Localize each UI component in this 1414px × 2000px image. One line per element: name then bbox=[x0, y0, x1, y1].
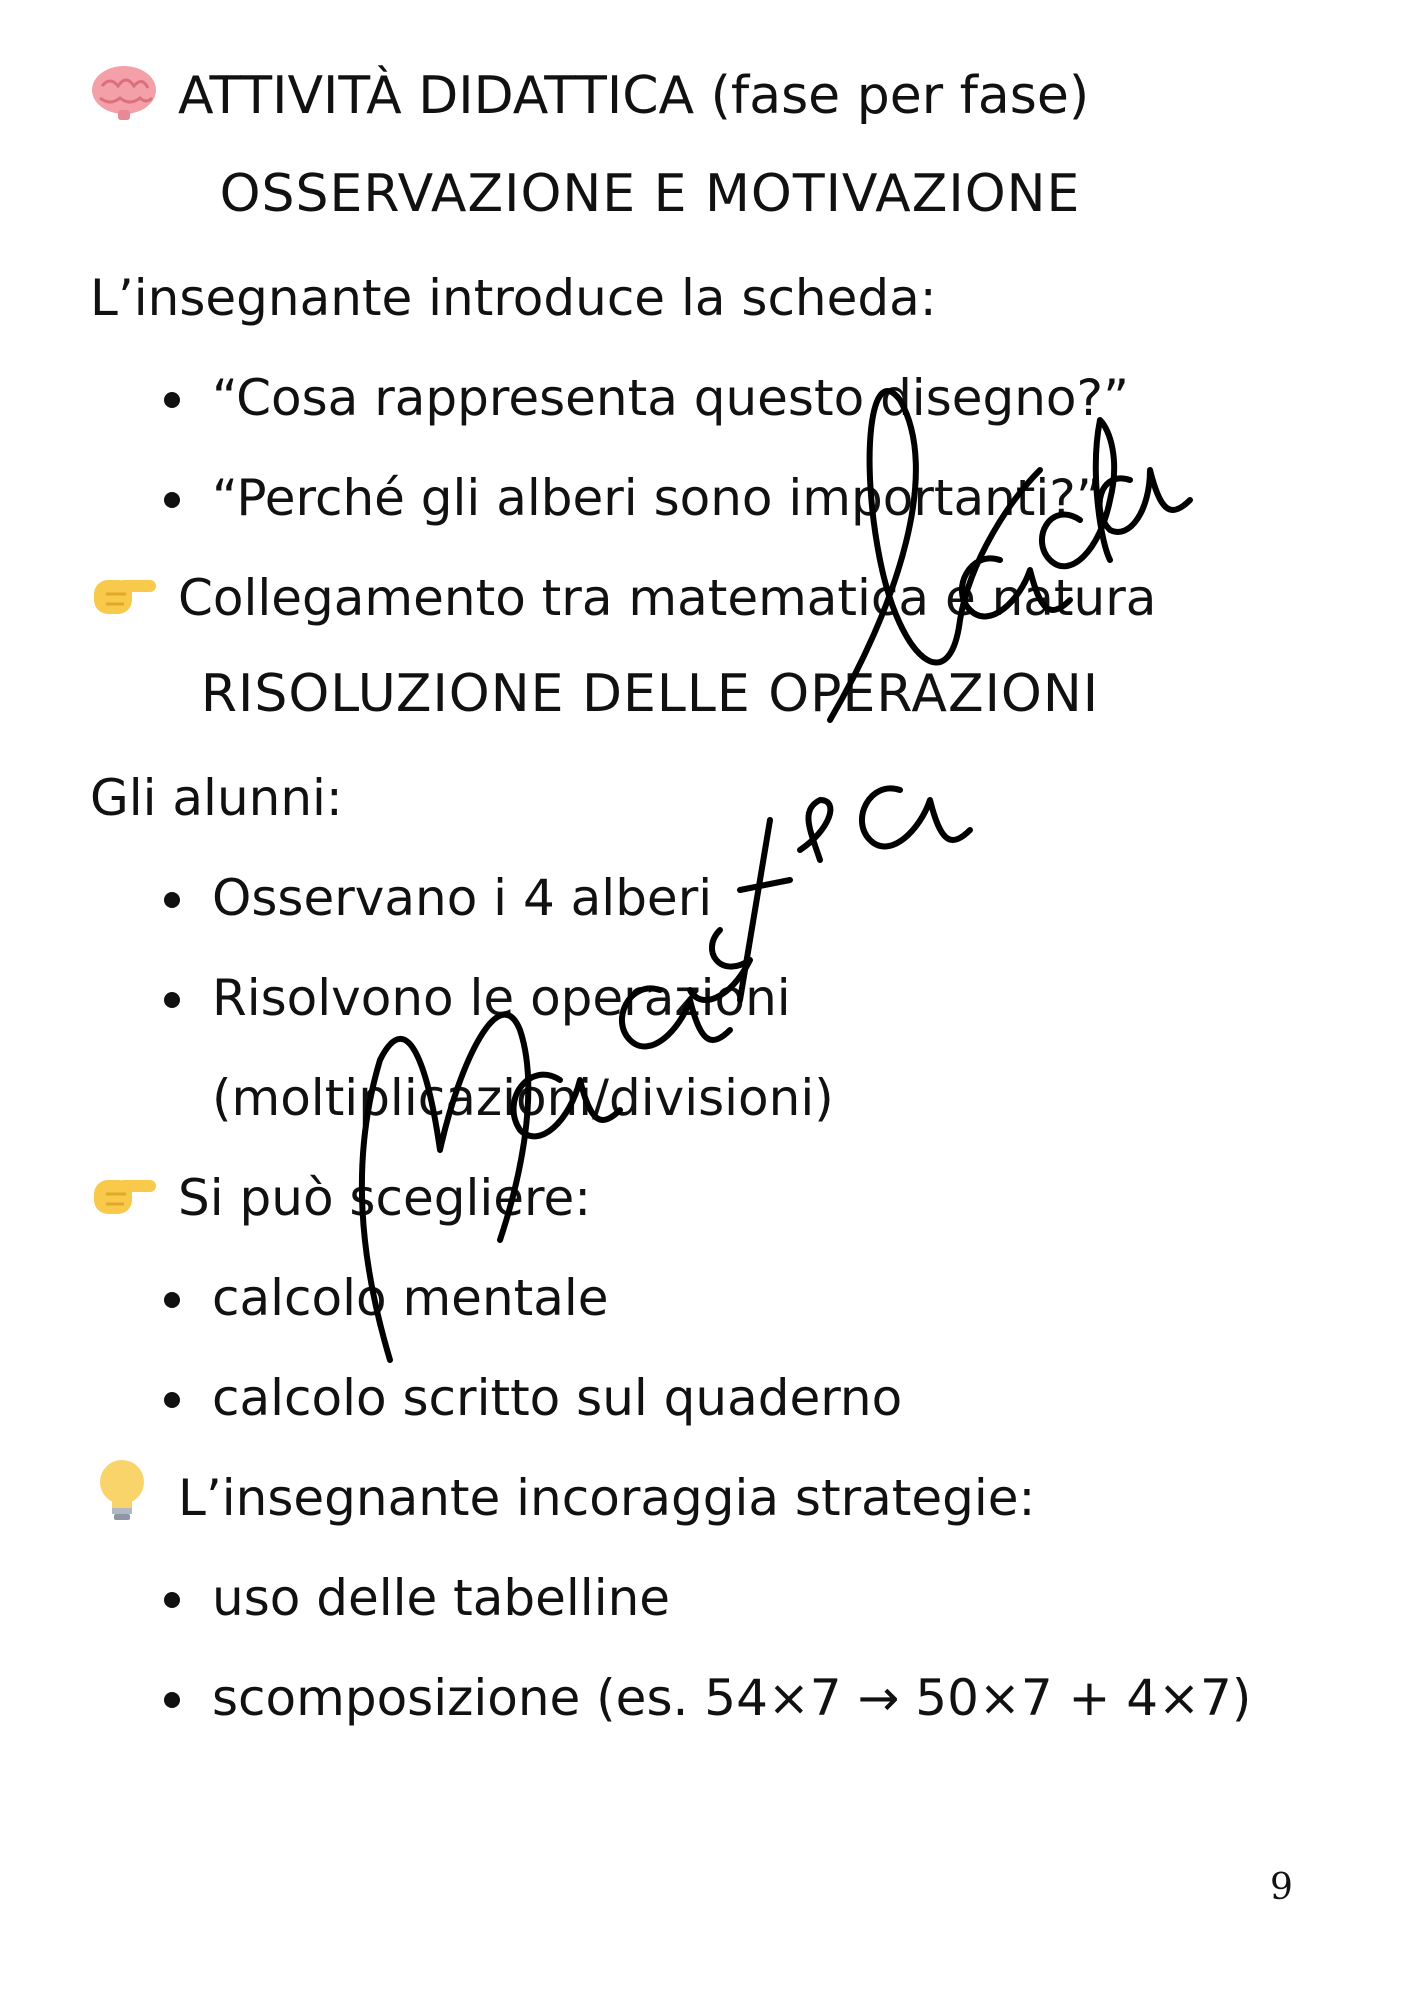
section-title-operations: RISOLUZIONE DELLE OPERAZIONI bbox=[200, 664, 1100, 724]
section2-intro: Gli alunni: bbox=[90, 769, 343, 827]
list-item: Risolvono le operazioni bbox=[212, 969, 791, 1027]
lightbulb-icon bbox=[92, 1456, 152, 1526]
list-item: scomposizione (es. 54×7 → 50×7 + 4×7) bbox=[212, 1669, 1252, 1727]
list-item-continuation: (moltiplicazioni/divisioni) bbox=[212, 1069, 834, 1127]
section1-intro: L’insegnante introduce la scheda: bbox=[90, 269, 937, 327]
list-item: calcolo scritto sul quaderno bbox=[212, 1369, 903, 1427]
bullet-dot bbox=[164, 1692, 180, 1708]
page-number: 9 bbox=[1270, 1867, 1293, 1908]
list-item: calcolo mentale bbox=[212, 1269, 609, 1327]
bullet-dot bbox=[164, 1392, 180, 1408]
section-title-observation: OSSERVAZIONE E MOTIVAZIONE bbox=[219, 164, 1081, 224]
pointing-hand-icon bbox=[88, 1164, 160, 1224]
bullet-dot bbox=[164, 392, 180, 408]
bullet-dot bbox=[164, 992, 180, 1008]
list-item: “Perché gli alberi sono importanti?” bbox=[212, 469, 1102, 527]
bullet-dot bbox=[164, 492, 180, 508]
list-item: uso delle tabelline bbox=[212, 1569, 671, 1627]
list-item: Osservano i 4 alberi bbox=[212, 869, 713, 927]
brain-icon bbox=[88, 62, 160, 122]
section2-strategy: L’insegnante incoraggia strategie: bbox=[178, 1469, 1036, 1527]
section2-choice: Si può scegliere: bbox=[178, 1169, 592, 1227]
bullet-dot bbox=[164, 892, 180, 908]
bullet-dot bbox=[164, 1592, 180, 1608]
page-heading: ATTIVITÀ DIDATTICA (fase per fase) bbox=[178, 66, 1090, 126]
section1-note: Collegamento tra matematica e natura bbox=[178, 569, 1157, 627]
bullet-dot bbox=[164, 1292, 180, 1308]
pointing-hand-icon bbox=[88, 564, 160, 624]
list-item: “Cosa rappresenta questo disegno?” bbox=[212, 369, 1129, 427]
